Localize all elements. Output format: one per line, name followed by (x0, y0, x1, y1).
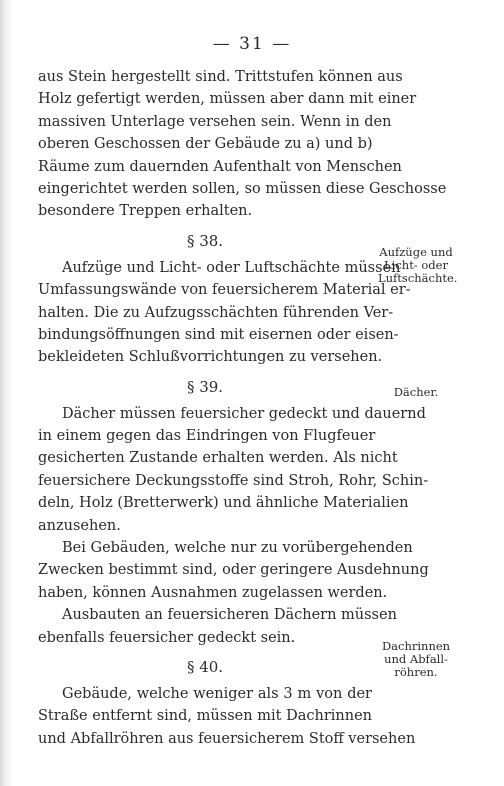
text-line: haben, können Ausnahmen zugelassen werden. (38, 584, 388, 601)
text-line: bindungsöffnungen sind mit eisernen oder eisen- (38, 326, 399, 343)
text-line: eingerichtet werden sollen, so müssen diese Geschosse (38, 180, 447, 197)
text-line: Umfassungswände von feuersicherem Material er- (38, 282, 411, 299)
margin-note-line: Aufzüge und (379, 245, 453, 259)
text-line: besondere Treppen erhalten. (38, 203, 253, 220)
text-line: halten. Die zu Aufzugsschächten führenden Ver- (38, 304, 394, 321)
section-heading-38: § 38. (186, 231, 224, 250)
text-line: und Abfallröhren aus feuersicherem Stoff versehen (38, 730, 416, 747)
text-line: Aufzüge und Licht- oder Luftschächte müssen (62, 259, 401, 276)
text-line: massiven Unterlage versehen sein. Wenn in den (38, 113, 392, 130)
margin-note-dachrinnen (378, 640, 454, 679)
section-heading-39: § 39. (186, 377, 224, 396)
text-line: aus Stein hergestellt sind. Trittstufen können aus (38, 69, 403, 85)
text-line: Räume zum dauernden Aufenthalt von Menschen (38, 158, 402, 175)
text-line: gesicherten Zustande erhalten werden. Als nicht (38, 450, 398, 467)
text-line: Dächer müssen feuersicher gedeckt und dauernd (62, 405, 426, 422)
margin-note-aufzuege (378, 245, 458, 285)
margin-note-line: Licht- oder (384, 258, 448, 272)
text-line: in einem gegen das Eindringen von Flugfeuer (38, 428, 376, 445)
text-line: bekleideten Schlußvorrichtungen zu versehen. (38, 349, 383, 366)
text-line: Ausbauten an feuersicheren Dächern müssen (62, 607, 397, 624)
margin-note-line: röhren. (394, 665, 438, 679)
section-heading-40: § 40. (186, 657, 224, 676)
text-line: Bei Gebäuden, welche nur zu vorübergehenden (62, 540, 413, 557)
text-line: Straße entfernt sind, müssen mit Dachrinnen (38, 708, 372, 725)
margin-note-daecher (378, 386, 454, 399)
margin-note-line: Luftschächte. (378, 271, 458, 285)
text-line: deln, Holz (Bretterwerk) und ähnliche Materialien (38, 495, 409, 512)
text-line: ebenfalls feuersicher gedeckt sein. (38, 629, 296, 646)
body-text (38, 66, 447, 750)
text-line: Gebäude, welche weniger als 3 m von der (62, 685, 372, 702)
margin-note-line: und Abfall- (384, 652, 448, 666)
margin-note-line: Dachrinnen (381, 639, 451, 653)
text-line: oberen Geschossen der Gebäude zu a) und b) (38, 136, 373, 153)
margin-note-line: Dächer. (393, 385, 439, 399)
text-line: anzusehen. (38, 517, 121, 534)
text-line: feuersichere Deckungsstoffe sind Stroh, Rohr, Schin- (38, 472, 429, 489)
page-number: — 31 — (212, 34, 292, 54)
text-line: Zwecken bestimmt sind, oder geringere Ausdehnung (38, 562, 429, 579)
text-line: Holz gefertigt werden, müssen aber dann mit einer (38, 91, 417, 108)
